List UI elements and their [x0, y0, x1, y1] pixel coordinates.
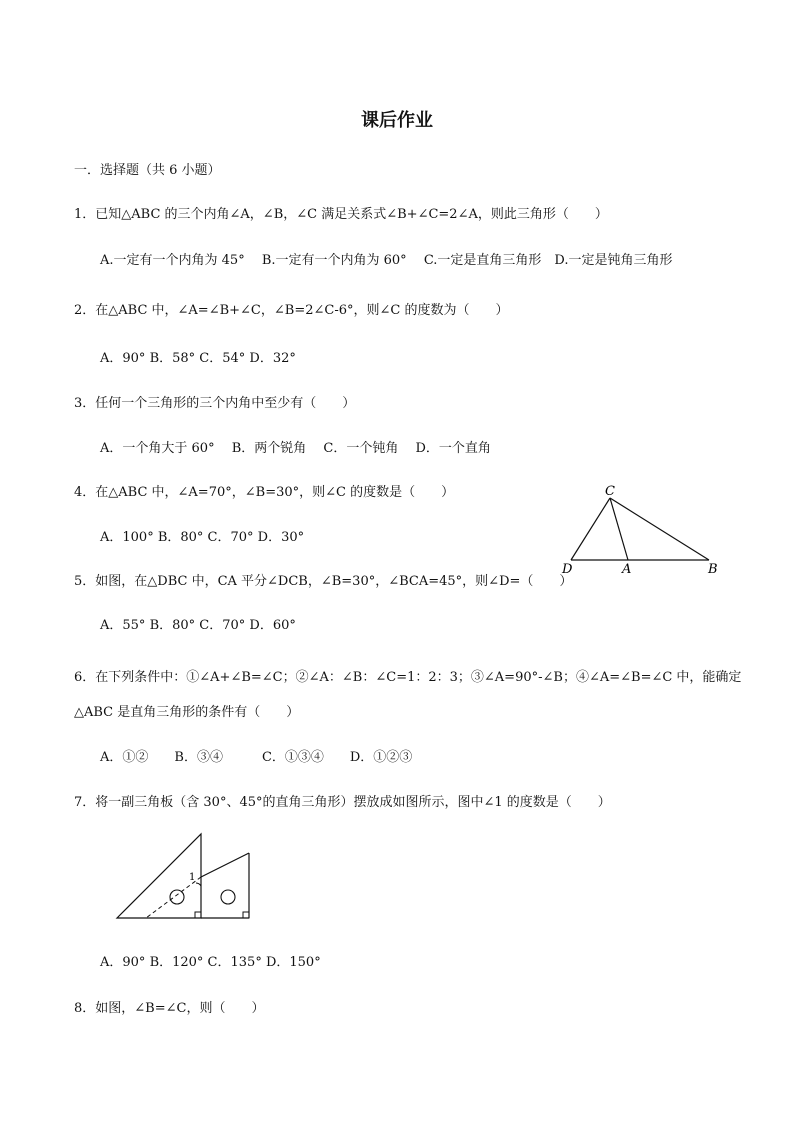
question-6-stem-line1: 6．在下列条件中：①∠A+∠B=∠C；②∠A：∠B：∠C=1：2：3；③∠A=90°-∠B；④∠A=∠B=∠C 中，能确定: [74, 670, 742, 685]
question-5-options: A．55° B．80° C．70° D．60°: [100, 618, 296, 633]
label-a: A: [622, 562, 632, 577]
question-1-options: A.一定有一个内角为 45° B.一定有一个内角为 60° C.一定是直角三角形 D.一定是钝角三角形: [100, 253, 673, 268]
right-angle-mark-1: [195, 912, 201, 918]
hole-2: [221, 890, 235, 904]
right-angle-mark-2: [243, 912, 249, 918]
label-d: D: [562, 562, 573, 577]
hidden-edge-dashed: [146, 877, 201, 918]
set-squares-figure: [110, 828, 260, 928]
question-2-options: A．90° B．58° C．54° D．32°: [100, 351, 296, 366]
question-7-options: A．90° B．120° C．135° D．150°: [100, 955, 321, 970]
side-cd: [571, 498, 610, 560]
question-6-stem-line2: △ABC 是直角三角形的条件有（ ）: [74, 705, 300, 720]
hole-1: [170, 890, 184, 904]
question-5-stem: 5．如图，在△DBC 中，CA 平分∠DCB，∠B=30°，∠BCA=45°，则∠D=（ ）: [74, 574, 573, 589]
question-4-stem: 4．在△ABC 中，∠A=70°，∠B=30°，则∠C 的度数是（ ）: [74, 485, 455, 500]
section-heading: 一．选择题（共 6 小题）: [74, 163, 221, 178]
label-b: B: [708, 562, 718, 577]
question-3-options: A．一个角大于 60° B．两个锐角 C．一个钝角 D．一个直角: [100, 441, 491, 456]
question-4-options: A．100° B．80° C．70° D．30°: [100, 530, 305, 545]
question-2-stem: 2．在△ABC 中，∠A=∠B+∠C，∠B=2∠C-6°，则∠C 的度数为（ ）: [74, 303, 509, 318]
question-7-stem: 7．将一副三角板（含 30°、45°的直角三角形）摆放成如图所示，图中∠1 的度数是（ ）: [74, 795, 611, 810]
question-1-stem: 1．已知△ABC 的三个内角∠A，∠B，∠C 满足关系式∠B+∠C=2∠A，则此三角形（ ）: [74, 207, 608, 222]
angle-1-arc: [196, 883, 201, 886]
page-title: 课后作业: [361, 110, 433, 131]
label-c: C: [605, 484, 615, 499]
angle-1-label: 1: [189, 872, 196, 883]
hypotenuse-30: [201, 853, 249, 877]
triangle-dbc-figure: [558, 482, 728, 582]
question-6-options: A．①② B．③④ C．①③④ D．①②③: [100, 750, 413, 765]
question-3-stem: 3．任何一个三角形的三个内角中至少有（ ）: [74, 396, 356, 411]
question-8-stem: 8．如图，∠B=∠C，则（ ）: [74, 1001, 265, 1016]
